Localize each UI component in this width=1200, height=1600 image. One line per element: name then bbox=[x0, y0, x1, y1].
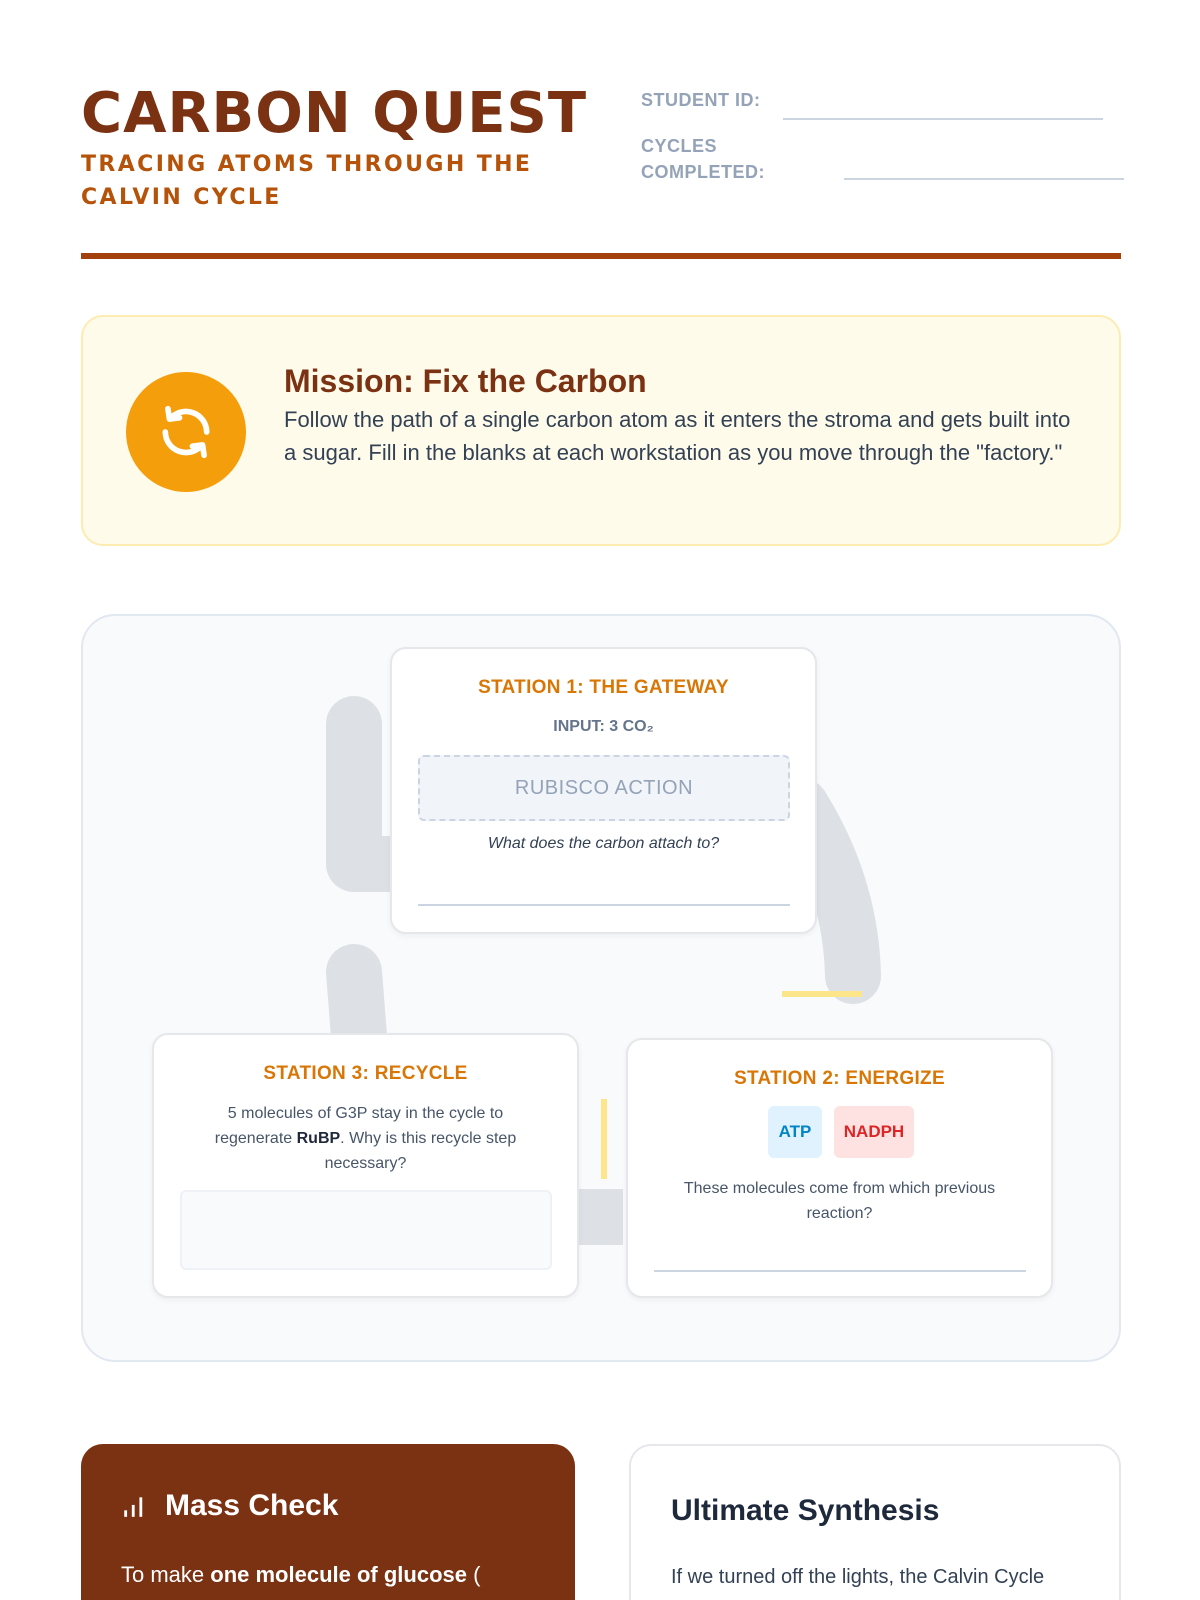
mass-check-card bbox=[81, 1444, 575, 1600]
station-energize-answer-field[interactable] bbox=[654, 1270, 1026, 1272]
recycle-prompt-part2: . Why is this recycle step necessary? bbox=[324, 1130, 517, 1172]
mass-text-part2: ( bbox=[466, 1562, 481, 1587]
synthesis-text: If we turned off the lights, the Calvin Cycle bbox=[671, 1566, 1045, 1588]
cycles-completed-field[interactable] bbox=[844, 178, 1124, 180]
mass-check-title: Mass Check bbox=[165, 1489, 339, 1522]
mission-title: Mission: Fix the Carbon bbox=[284, 363, 647, 399]
synthesis-title: Ultimate Synthesis bbox=[671, 1494, 940, 1527]
station-recycle-prompt bbox=[194, 1101, 537, 1176]
station-energize-title: STATION 2: ENERGIZE bbox=[734, 1068, 945, 1089]
mass-text-part1: To make bbox=[121, 1562, 211, 1587]
refresh-cycle-icon bbox=[126, 372, 246, 492]
header-divider bbox=[81, 253, 1121, 259]
nadph-chip: NADPH bbox=[834, 1106, 914, 1158]
station-gateway-answer-field[interactable] bbox=[418, 904, 790, 906]
mass-check-heading bbox=[121, 1489, 338, 1523]
track-marker-middle bbox=[601, 1099, 607, 1179]
mission-description: Follow the path of a single carbon atom as it enters the stroma and gets built into a sugar. Fill in the blanks at each workstation as you move through the "factory." bbox=[284, 407, 1071, 465]
worksheet-header bbox=[81, 82, 1121, 262]
mass-text-glucose: one molecule of glucose bbox=[210, 1562, 467, 1587]
ultimate-synthesis-card bbox=[629, 1444, 1121, 1600]
track-marker-right bbox=[782, 991, 862, 997]
mass-check-text bbox=[121, 1562, 480, 1588]
atp-chip: ATP bbox=[768, 1106, 822, 1158]
page-subtitle: TRACING ATOMS THROUGH THE CALVIN CYCLE bbox=[81, 152, 533, 210]
recycle-prompt-part1: 5 molecules of G3P stay in the cycle to regenerate bbox=[214, 1105, 504, 1147]
mission-banner bbox=[81, 315, 1121, 546]
station-recycle bbox=[152, 1033, 579, 1298]
station-gateway-question: What does the carbon attach to? bbox=[487, 835, 720, 852]
station-energize-question: These molecules come from which previous reaction? bbox=[683, 1180, 996, 1222]
station-recycle-answer-box[interactable] bbox=[180, 1190, 552, 1270]
recycle-prompt-rubp: RuBP bbox=[296, 1130, 341, 1147]
page-title: CARBON QUEST bbox=[81, 81, 588, 146]
cycles-label-line1: CYCLES bbox=[641, 136, 718, 156]
student-id-field[interactable] bbox=[783, 118, 1103, 120]
cycles-label-line2: COMPLETED: bbox=[641, 162, 765, 182]
student-id-label: STUDENT ID: bbox=[641, 90, 761, 110]
bar-chart-icon bbox=[121, 1493, 147, 1519]
station-recycle-title: STATION 3: RECYCLE bbox=[263, 1063, 468, 1084]
station-gateway bbox=[390, 647, 817, 934]
station-gateway-title: STATION 1: THE GATEWAY bbox=[478, 677, 729, 698]
calvin-cycle-board bbox=[81, 614, 1121, 1362]
station-energize bbox=[626, 1038, 1053, 1298]
station-gateway-input: INPUT: 3 CO₂ bbox=[553, 718, 654, 735]
rubisco-action-box[interactable]: RUBISCO ACTION bbox=[418, 755, 790, 821]
